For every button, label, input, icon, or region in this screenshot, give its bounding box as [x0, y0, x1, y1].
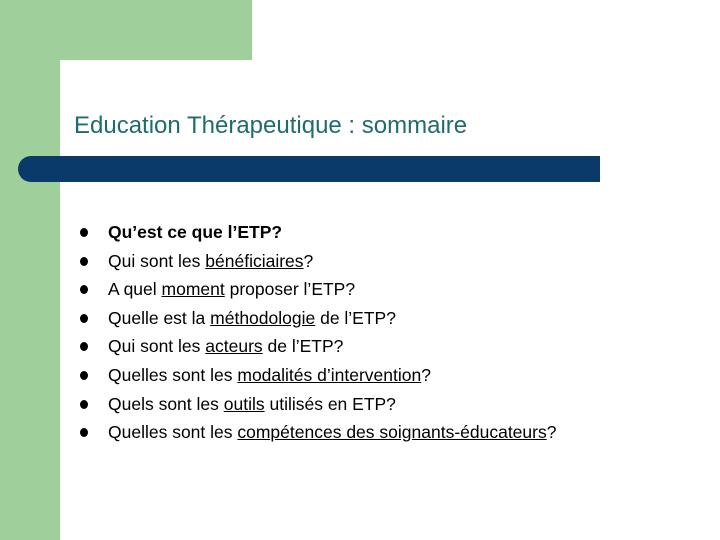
agenda-item-link[interactable]: moment	[161, 279, 225, 300]
agenda-item-text-end: de l’ETP?	[315, 307, 396, 328]
title-underline-bar	[18, 156, 600, 182]
bullet-icon	[80, 285, 88, 294]
slide-title: Education Thérapeutique : sommaire	[74, 112, 468, 139]
agenda-item-5	[80, 332, 556, 361]
agenda-item-text: Quelle est la	[108, 307, 211, 328]
agenda-item-1	[80, 218, 556, 247]
agenda-item-6	[80, 361, 556, 390]
bullet-icon	[80, 400, 88, 409]
agenda-item-text: Quelles sont les	[108, 422, 238, 443]
agenda-item-link[interactable]: acteurs	[205, 336, 263, 357]
agenda-list	[80, 218, 556, 447]
agenda-item-3	[80, 275, 556, 304]
agenda-item-link[interactable]: outils	[223, 393, 265, 414]
agenda-item-text: Qu’est ce que l’ETP?	[108, 222, 283, 242]
agenda-item-text-end: utilisés en ETP?	[264, 393, 396, 414]
bullet-icon	[80, 257, 88, 266]
bullet-icon	[80, 371, 88, 380]
agenda-item-7	[80, 390, 556, 419]
agenda-item-link[interactable]: modalités d’intervention	[237, 364, 422, 385]
agenda-item-text-end: ?	[421, 364, 431, 385]
agenda-item-text: Quels sont les	[108, 393, 224, 414]
agenda-item-8	[80, 418, 556, 447]
agenda-item-text-end: de l’ETP?	[262, 336, 344, 357]
decor-rounded-corner	[60, 60, 120, 120]
agenda-item-text-end: proposer l’ETP?	[224, 279, 356, 300]
agenda-item-text: Qui sont les	[108, 336, 206, 357]
agenda-item-text-end: ?	[303, 250, 314, 271]
agenda-item-text-end: ?	[546, 422, 557, 443]
decor-green-left	[0, 0, 60, 540]
agenda-item-text: Quelles sont les	[108, 364, 238, 385]
bullet-icon	[80, 314, 88, 323]
bullet-icon	[80, 228, 88, 237]
agenda-item-link[interactable]: compétences des soignants-éducateurs	[237, 422, 547, 443]
agenda-item-link[interactable]: méthodologie	[210, 307, 316, 328]
agenda-item-link[interactable]: bénéficiaires	[205, 250, 304, 271]
bullet-icon	[80, 342, 88, 351]
agenda-item-2	[80, 247, 556, 276]
agenda-item-text: A quel	[108, 279, 162, 300]
agenda-item-4	[80, 304, 556, 333]
bullet-icon	[80, 428, 88, 437]
agenda-item-text: Qui sont les	[108, 250, 206, 271]
